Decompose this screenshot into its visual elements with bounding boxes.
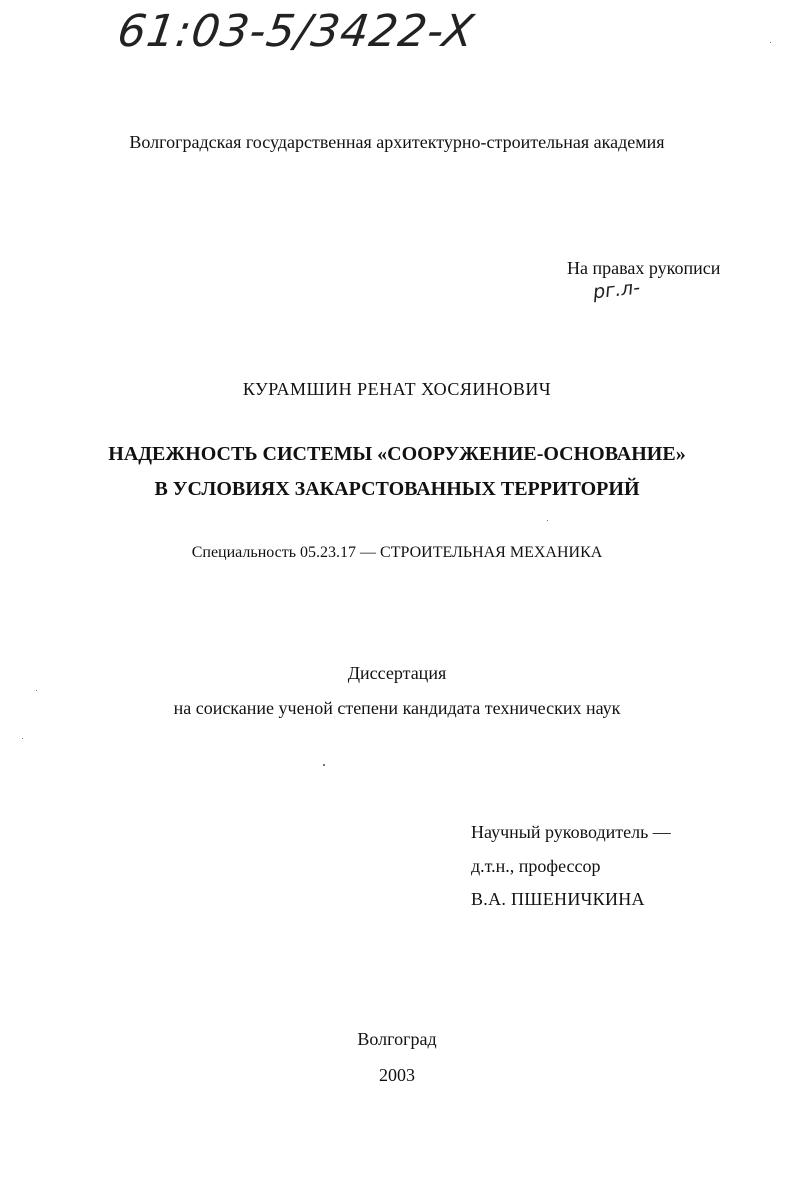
year: 2003 (379, 1065, 415, 1085)
dissertation-title-line-1: НАДЕЖНОСТЬ СИСТЕМЫ «СООРУЖЕНИЕ-ОСНОВАНИЕ» (108, 443, 686, 465)
handwritten-mark: рг.л- (591, 276, 642, 304)
archive-code-handwritten: 61:03-5/3422-X (114, 6, 478, 57)
advisor-title: д.т.н., профессор (471, 856, 601, 876)
document-type: Диссертация (347, 663, 447, 683)
city: Волгоград (357, 1029, 437, 1049)
advisor-role: Научный руководитель — (471, 822, 671, 842)
advisor-name: В.А. ПШЕНИЧКИНА (471, 889, 645, 909)
manuscript-rights-note: На правах рукописи (567, 258, 721, 278)
scan-speck (323, 764, 325, 766)
scan-speck (770, 42, 771, 43)
degree-line: на соискание ученой степени кандидата технических наук (173, 698, 621, 718)
scan-speck (36, 690, 37, 691)
institution-name: Волгоградская государственная архитектурно-строительная академия (129, 132, 665, 152)
scan-speck (547, 520, 548, 521)
dissertation-title-line-2: В УСЛОВИЯХ ЗАКАРСТОВАННЫХ ТЕРРИТОРИЙ (154, 478, 640, 500)
author-name: КУРАМШИН РЕНАТ ХОСЯИНОВИЧ (242, 379, 552, 399)
specialty-line: Специальность 05.23.17 — СТРОИТЕЛЬНАЯ МЕХАНИКА (191, 544, 603, 561)
scan-speck (22, 738, 23, 739)
